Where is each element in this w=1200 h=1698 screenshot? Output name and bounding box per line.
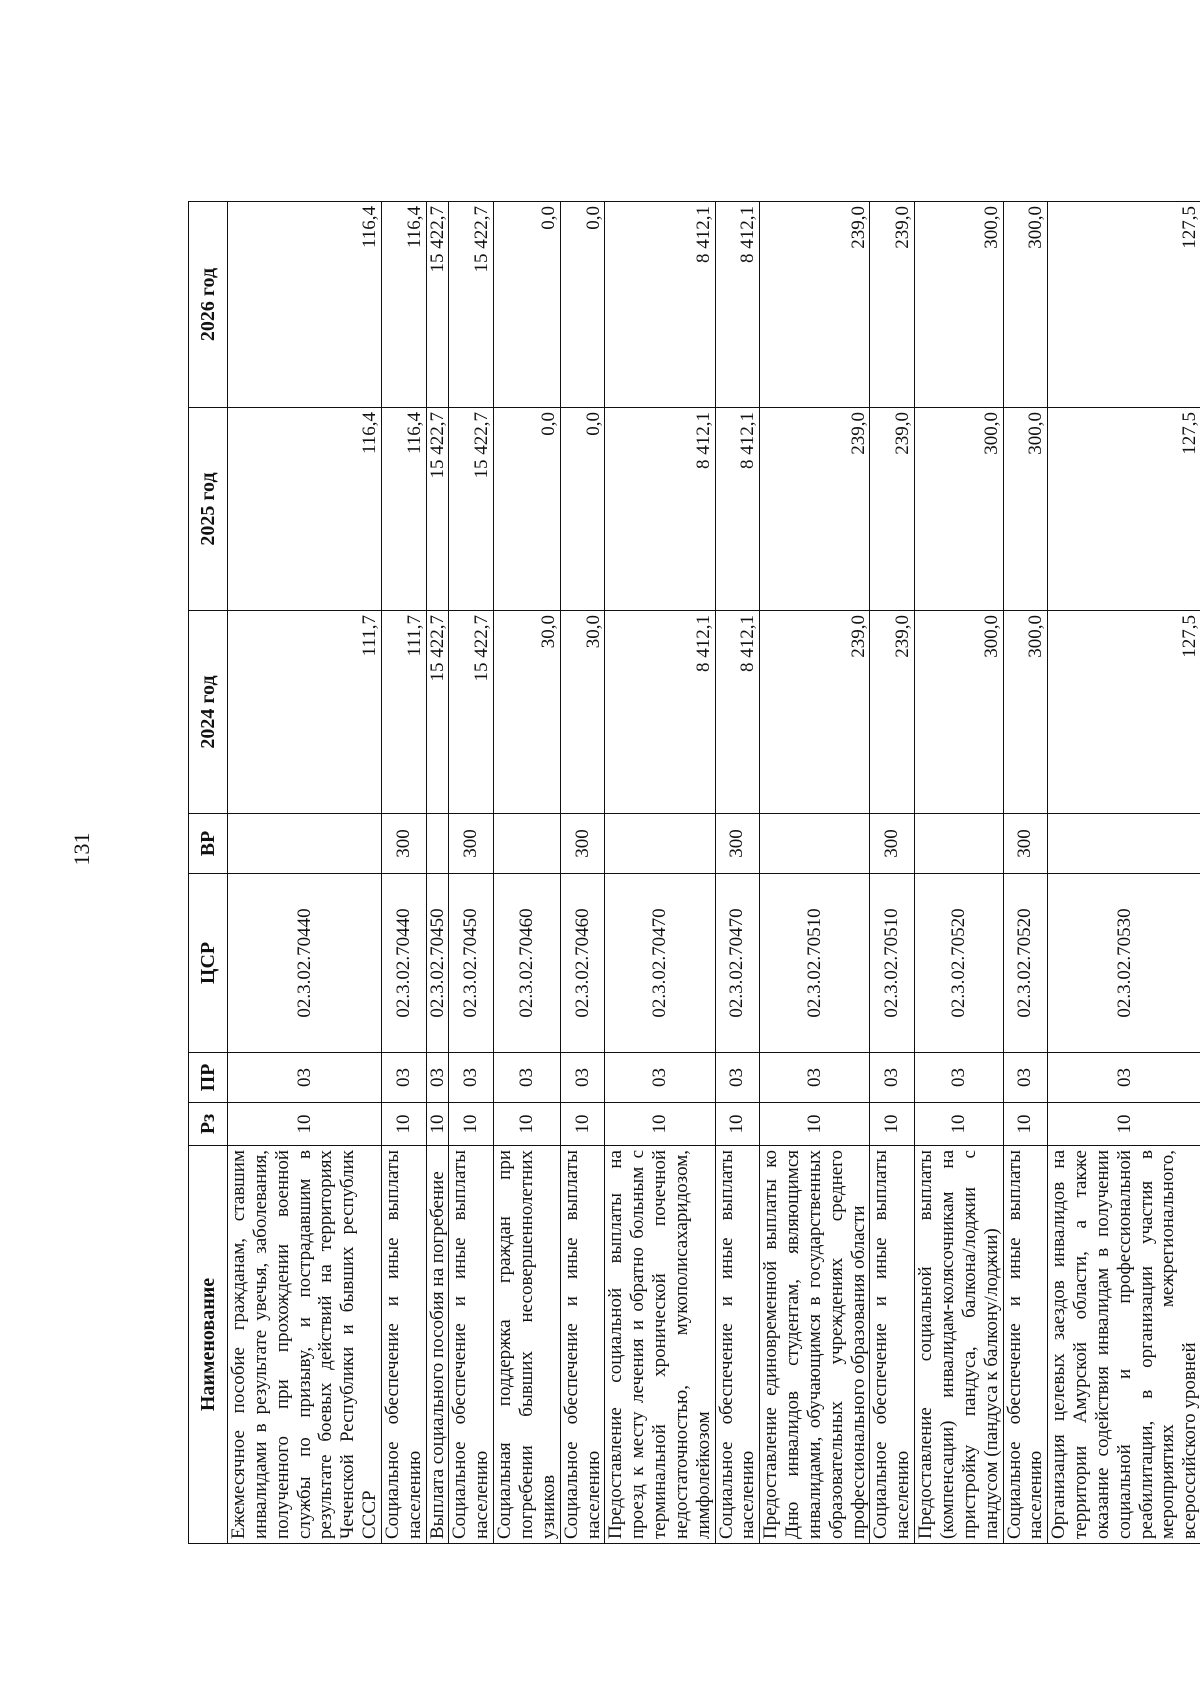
- vr-cell: 300: [870, 814, 915, 874]
- pr-cell: 03: [760, 1053, 870, 1103]
- year-2024-cell: 15 422,7: [449, 611, 494, 814]
- vr-cell: [760, 814, 870, 874]
- rz-cell: 10: [870, 1103, 915, 1146]
- rz-cell: 10: [426, 1103, 449, 1146]
- budget-table-container: [188, 202, 1200, 1544]
- vr-cell: 300: [1003, 814, 1048, 874]
- page-number: 131: [69, 832, 94, 866]
- table-row: [760, 202, 870, 1544]
- vr-cell: 300: [715, 814, 760, 874]
- table-header-row: [189, 202, 228, 1544]
- year-2024-cell: 8 412,1: [715, 611, 760, 814]
- table-row: [560, 202, 605, 1544]
- year-2026-cell: 300,0: [915, 202, 1003, 408]
- vr-cell: 300: [381, 814, 426, 874]
- year-2024-cell: 239,0: [870, 611, 915, 814]
- budget-table: [188, 201, 1200, 1544]
- table-row: [228, 202, 382, 1544]
- row-name-cell: Организация целевых заездов инвалидов на территории Амурской области, а также оказание содействия инвалидам в получении социальной и профессиональной реабилитации, в организации участия в мероприятиях межрегионального, всероссийского уровней: [1048, 1146, 1200, 1544]
- row-name-cell: Социальное обеспечение и иные выплаты населению: [870, 1146, 915, 1544]
- table-row: [426, 202, 449, 1544]
- row-name-cell: Социальное обеспечение и иные выплаты населению: [560, 1146, 605, 1544]
- year-2026-cell: 116,4: [228, 202, 382, 408]
- csr-cell: 02.3.02.70470: [605, 874, 715, 1053]
- table-row: [915, 202, 1003, 1544]
- csr-cell: 02.3.02.70510: [870, 874, 915, 1053]
- row-name-cell: Выплата социального пособия на погребение: [426, 1146, 449, 1544]
- table-row: [1048, 202, 1200, 1544]
- vr-cell: [915, 814, 1003, 874]
- column-header-2026: 2026 год: [189, 202, 228, 408]
- row-name-cell: Социальное обеспечение и иные выплаты населению: [381, 1146, 426, 1544]
- year-2024-cell: 30,0: [560, 611, 605, 814]
- vr-cell: 300: [449, 814, 494, 874]
- year-2026-cell: 8 412,1: [605, 202, 715, 408]
- column-header-2024: 2024 год: [189, 611, 228, 814]
- rz-cell: 10: [494, 1103, 561, 1146]
- year-2024-cell: 111,7: [228, 611, 382, 814]
- year-2026-cell: 239,0: [760, 202, 870, 408]
- rz-cell: 10: [449, 1103, 494, 1146]
- year-2024-cell: 15 422,7: [426, 611, 449, 814]
- vr-cell: [605, 814, 715, 874]
- year-2025-cell: 8 412,1: [715, 408, 760, 611]
- pr-cell: 03: [426, 1053, 449, 1103]
- year-2024-cell: 111,7: [381, 611, 426, 814]
- vr-cell: 300: [560, 814, 605, 874]
- pr-cell: 03: [915, 1053, 1003, 1103]
- year-2025-cell: 300,0: [1003, 408, 1048, 611]
- year-2025-cell: 127,5: [1048, 408, 1200, 611]
- vr-cell: [228, 814, 382, 874]
- row-name-cell: Социальное обеспечение и иные выплаты населению: [715, 1146, 760, 1544]
- year-2026-cell: 8 412,1: [715, 202, 760, 408]
- csr-cell: 02.3.02.70450: [426, 874, 449, 1053]
- year-2025-cell: 0,0: [494, 408, 561, 611]
- csr-cell: 02.3.02.70440: [381, 874, 426, 1053]
- rz-cell: 10: [605, 1103, 715, 1146]
- csr-cell: 02.3.02.70520: [1003, 874, 1048, 1053]
- year-2024-cell: 300,0: [1003, 611, 1048, 814]
- rz-cell: 10: [760, 1103, 870, 1146]
- row-name-cell: Предоставление социальной выплаты на проезд к месту лечения и обратно больным с терминальной хронической почечной недостаточностью, мукополисахаридозом, лимфолейкозом: [605, 1146, 715, 1544]
- pr-cell: 03: [715, 1053, 760, 1103]
- pr-cell: 03: [560, 1053, 605, 1103]
- rz-cell: 10: [915, 1103, 1003, 1146]
- year-2026-cell: 15 422,7: [449, 202, 494, 408]
- year-2025-cell: 116,4: [381, 408, 426, 611]
- year-2026-cell: 15 422,7: [426, 202, 449, 408]
- pr-cell: 03: [228, 1053, 382, 1103]
- year-2025-cell: 239,0: [760, 408, 870, 611]
- csr-cell: 02.3.02.70510: [760, 874, 870, 1053]
- column-header-2025: 2025 год: [189, 408, 228, 611]
- year-2026-cell: 239,0: [870, 202, 915, 408]
- csr-cell: 02.3.02.70460: [494, 874, 561, 1053]
- year-2025-cell: 15 422,7: [449, 408, 494, 611]
- row-name-cell: Социальное обеспечение и иные выплаты населению: [1003, 1146, 1048, 1544]
- rz-cell: 10: [228, 1103, 382, 1146]
- year-2026-cell: 300,0: [1003, 202, 1048, 408]
- pr-cell: 03: [1003, 1053, 1048, 1103]
- table-row: [715, 202, 760, 1544]
- year-2025-cell: 15 422,7: [426, 408, 449, 611]
- column-header-pr: ПР: [189, 1053, 228, 1103]
- year-2026-cell: 0,0: [560, 202, 605, 408]
- year-2025-cell: 8 412,1: [605, 408, 715, 611]
- column-header-vr: ВР: [189, 814, 228, 874]
- table-row: [870, 202, 915, 1544]
- column-header-name: Наименование: [189, 1146, 228, 1544]
- pr-cell: 03: [381, 1053, 426, 1103]
- row-name-cell: Социальная поддержка граждан при погребении бывших несовершеннолетних узников: [494, 1146, 561, 1544]
- table-row: [1003, 202, 1048, 1544]
- year-2026-cell: 116,4: [381, 202, 426, 408]
- csr-cell: 02.3.02.70460: [560, 874, 605, 1053]
- year-2026-cell: 0,0: [494, 202, 561, 408]
- row-name-cell: Социальное обеспечение и иные выплаты населению: [449, 1146, 494, 1544]
- csr-cell: 02.3.02.70520: [915, 874, 1003, 1053]
- pr-cell: 03: [449, 1053, 494, 1103]
- pr-cell: 03: [494, 1053, 561, 1103]
- vr-cell: [426, 814, 449, 874]
- row-name-cell: Предоставление социальной выплаты (компенсации) инвалидам-колясочникам на пристройку пандуса, балкона/лоджии с пандусом (пандуса к балкону/лоджии): [915, 1146, 1003, 1544]
- csr-cell: 02.3.02.70530: [1048, 874, 1200, 1053]
- column-header-csr: ЦСР: [189, 874, 228, 1053]
- table-row: [449, 202, 494, 1544]
- year-2024-cell: 8 412,1: [605, 611, 715, 814]
- csr-cell: 02.3.02.70470: [715, 874, 760, 1053]
- row-name-cell: Ежемесячное пособие гражданам, ставшим инвалидами в результате увечья, заболевания, полученного при прохождении военной службы по призыву, и пострадавшим в результате боевых действий на территориях Чеченской Республики и бывших республик СССР: [228, 1146, 382, 1544]
- rz-cell: 10: [715, 1103, 760, 1146]
- table-row: [494, 202, 561, 1544]
- vr-cell: [1048, 814, 1200, 874]
- table-row: [605, 202, 715, 1544]
- year-2025-cell: 116,4: [228, 408, 382, 611]
- pr-cell: 03: [1048, 1053, 1200, 1103]
- rz-cell: 10: [1048, 1103, 1200, 1146]
- year-2024-cell: 127,5: [1048, 611, 1200, 814]
- year-2026-cell: 127,5: [1048, 202, 1200, 408]
- csr-cell: 02.3.02.70450: [449, 874, 494, 1053]
- rz-cell: 10: [1003, 1103, 1048, 1146]
- year-2024-cell: 239,0: [760, 611, 870, 814]
- column-header-rz: Рз: [189, 1103, 228, 1146]
- table-row: [381, 202, 426, 1544]
- year-2024-cell: 300,0: [915, 611, 1003, 814]
- rz-cell: 10: [381, 1103, 426, 1146]
- csr-cell: 02.3.02.70440: [228, 874, 382, 1053]
- year-2025-cell: 239,0: [870, 408, 915, 611]
- row-name-cell: Предоставление единовременной выплаты ко Дню инвалидов студентам, являющимся инвалидами, обучающимся в государственных образовательных учреждениях среднего профессионального образования области: [760, 1146, 870, 1544]
- year-2025-cell: 0,0: [560, 408, 605, 611]
- rz-cell: 10: [560, 1103, 605, 1146]
- year-2025-cell: 300,0: [915, 408, 1003, 611]
- pr-cell: 03: [605, 1053, 715, 1103]
- vr-cell: [494, 814, 561, 874]
- year-2024-cell: 30,0: [494, 611, 561, 814]
- pr-cell: 03: [870, 1053, 915, 1103]
